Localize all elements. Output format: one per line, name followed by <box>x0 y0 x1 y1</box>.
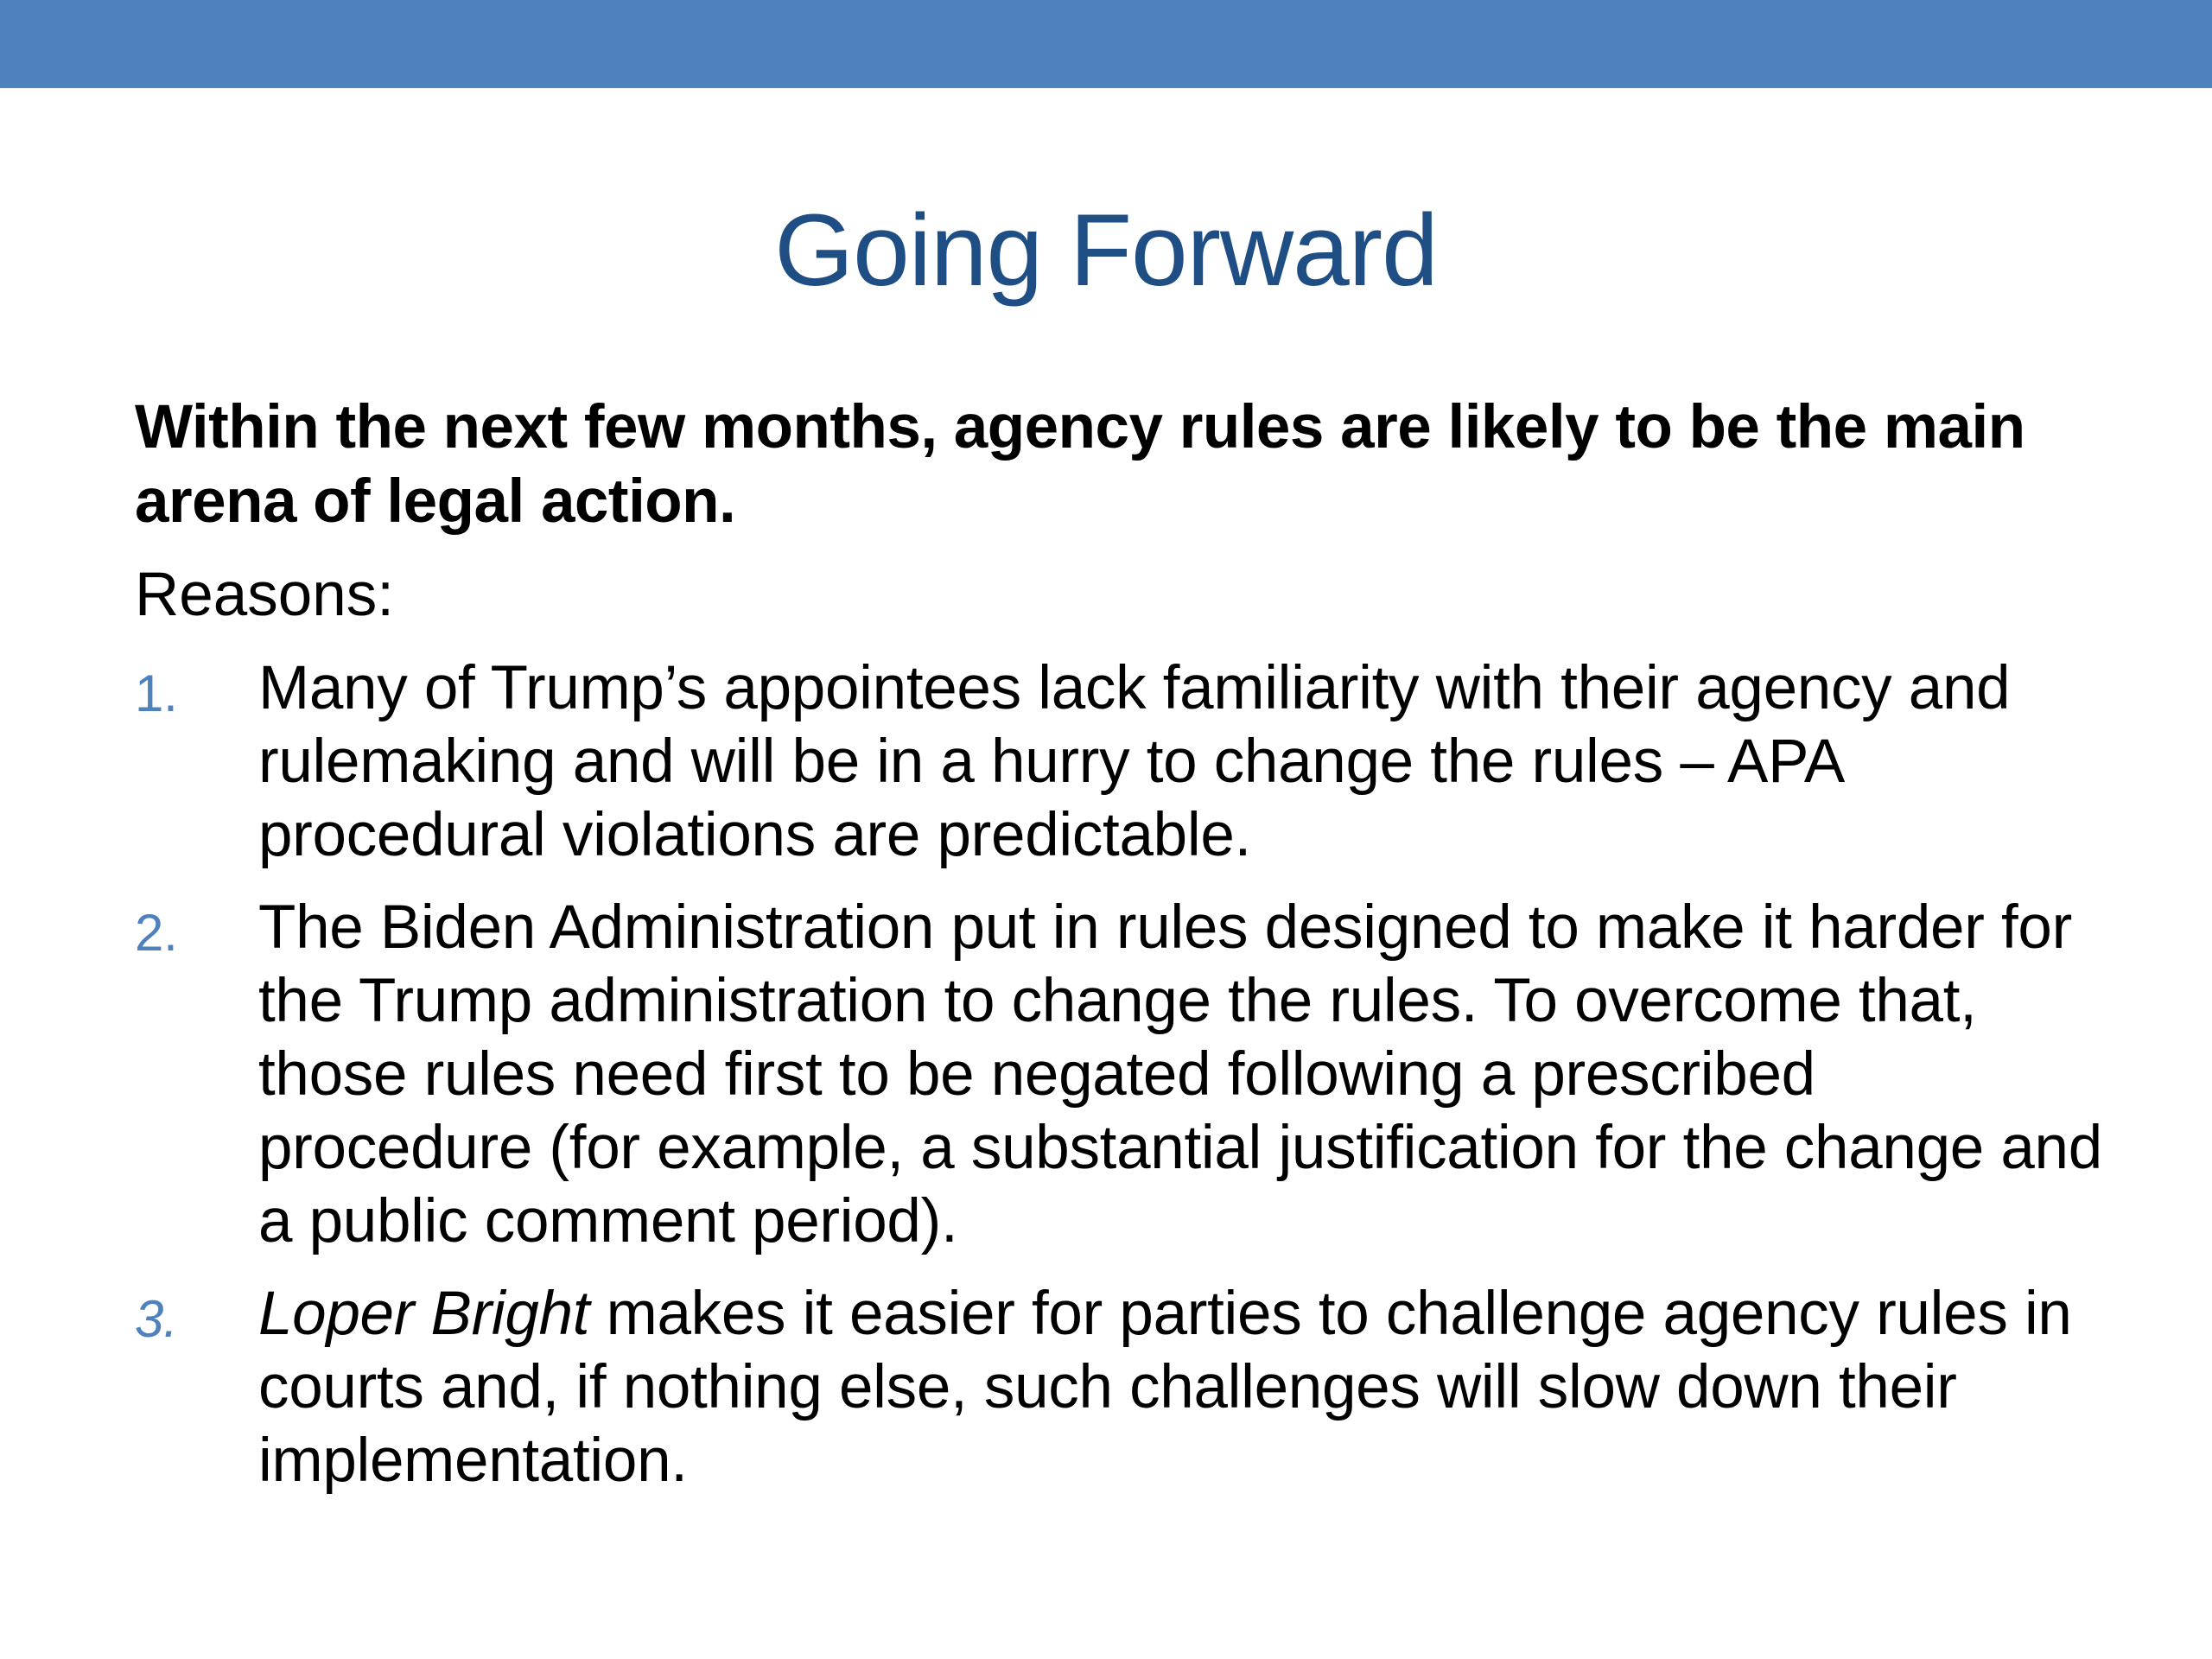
header-bar <box>0 0 2212 88</box>
slide-title: Going Forward <box>774 194 1438 308</box>
reason-number-3: 3. <box>135 1290 178 1348</box>
slide-content <box>135 391 2105 1497</box>
reason-item-2 <box>135 891 2105 1258</box>
reason-text-3: makes it easier for parties to challenge agency rules in courts and, if nothing else, such challenges will slow down their implementation. <box>258 1280 2072 1495</box>
reason-number-2: 2. <box>135 904 178 962</box>
reason-text-2: The Biden Administration put in rules designed to make it harder for the Trump administration to change the rules. To overcome that, those rules need first to be negated following a prescribed procedure (for example, a substantial justification for the change and a public comment period). <box>258 893 2102 1255</box>
reasons-label: Reasons: <box>135 561 394 629</box>
reason-text-1: Many of Trump’s appointees lack familiarity with their agency and rulemaking and will be in a hurry to change the rules – APA procedural violations are predictable. <box>258 654 2011 869</box>
reason-number-1: 1. <box>135 664 178 722</box>
reason-item-3 <box>135 1277 2105 1497</box>
case-name: Loper Bright <box>258 1280 590 1348</box>
reason-item-1 <box>135 652 2105 872</box>
reasons-list <box>135 652 2105 1497</box>
lead-statement: Within the next few months, agency rules are likely to be the main arena of legal action. <box>135 393 2025 536</box>
